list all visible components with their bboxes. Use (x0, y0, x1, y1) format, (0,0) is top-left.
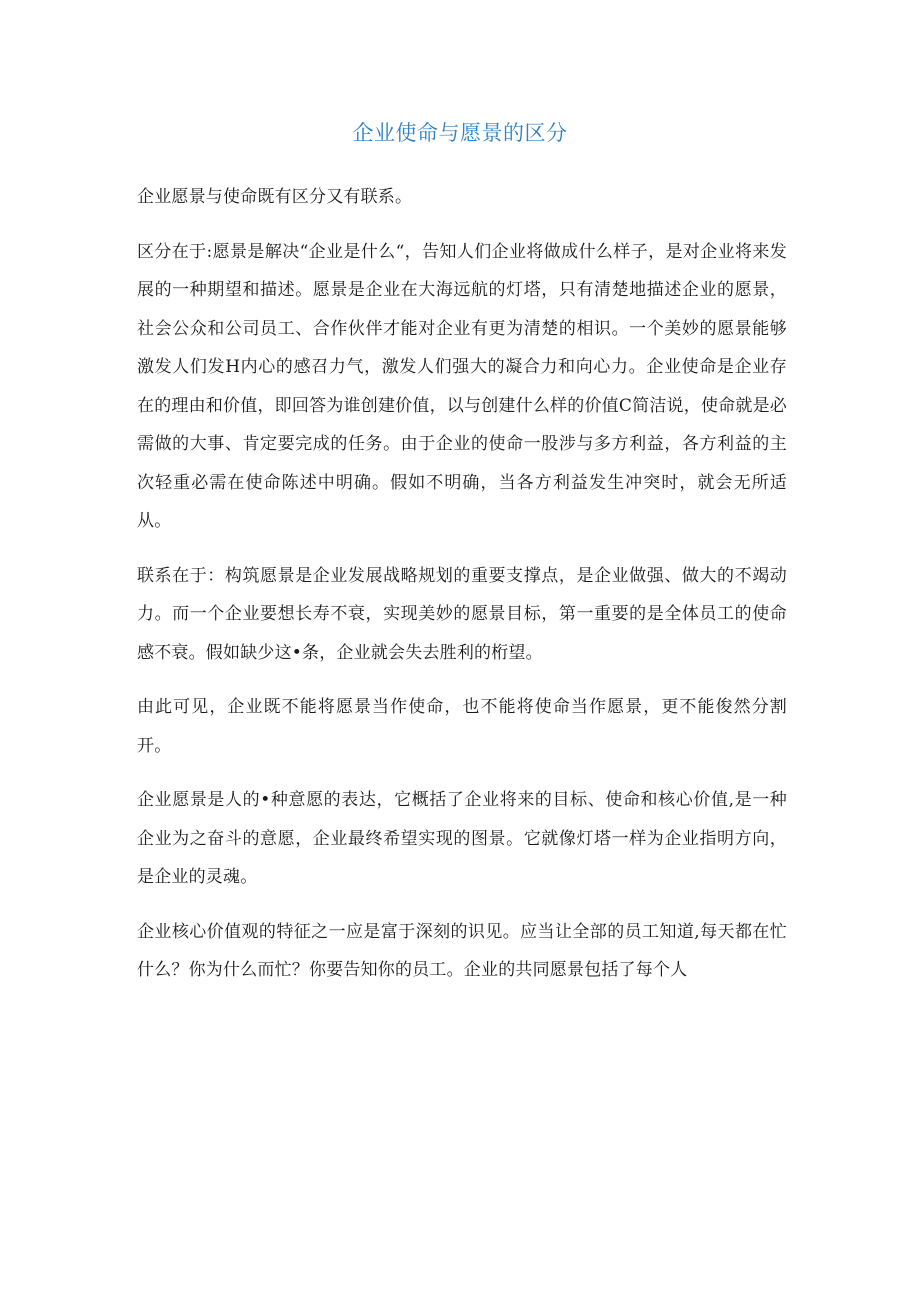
paragraph-difference: 区分在于:愿景是解决“企业是什么“，告知人们企业将做成什么样子，是对企业将来发展的一种期望和描述。愿景是企业在大海远航的灯塔，只有清楚地描述企业的愿景，社会公众和公司员工、合作伙伴才能对企业有更为清楚的相识。一个美妙的愿景能够激发人们发H内心的感召力气，激发人们强大的凝合力和向心力。企业使命是企业存在的理由和价值，即回答为谁创建价值，以与创建什么样的价值C简洁说，使命就是必需做的大事、肯定要完成的任务。由于企业的使命一股涉与多方利益，各方利益的主次轻重必需在使命陈述中明确。假如不明确，当各方利益发生冲突时，就会无所适从。 (137, 241, 787, 531)
paragraph-connection: 联系在于：构筑愿景是企业发展战略规划的重要支撑点，是企业做强、做大的不竭动力。而一个企业要想长寿不衰，实现美妙的愿景目标，第一重要的是全体员工的使命感不衰。假如缺少这•条，企业就会失去胜利的桁望。 (137, 565, 787, 663)
document-title: 企业使命与愿景的区分 (352, 121, 568, 145)
paragraph-conclusion: 由此可见，企业既不能将愿景当作使命，也不能将使命当作愿景，更不能俊然分割开。 (137, 697, 787, 756)
paragraph-intro: 企业愿景与使命既有区分又有联系。 (137, 187, 413, 207)
document-body (137, 178, 787, 1006)
paragraph-core-values: 企业核心价值观的特征之一应是富于深刻的识见。应当让全部的员工知道,每天都在忙什么？你为什么而忙？你要告知你的员工。企业的共同愿景包括了每个人 (137, 921, 787, 980)
paragraph-vision: 企业愿景是人的•种意愿的表达，它概括了企业将来的目标、使命和核心价值,是一种企业为之奋斗的意愿，企业最终希望实现的图景。它就像灯塔一样为企业指明方向，是企业的灵魂。 (137, 790, 787, 887)
